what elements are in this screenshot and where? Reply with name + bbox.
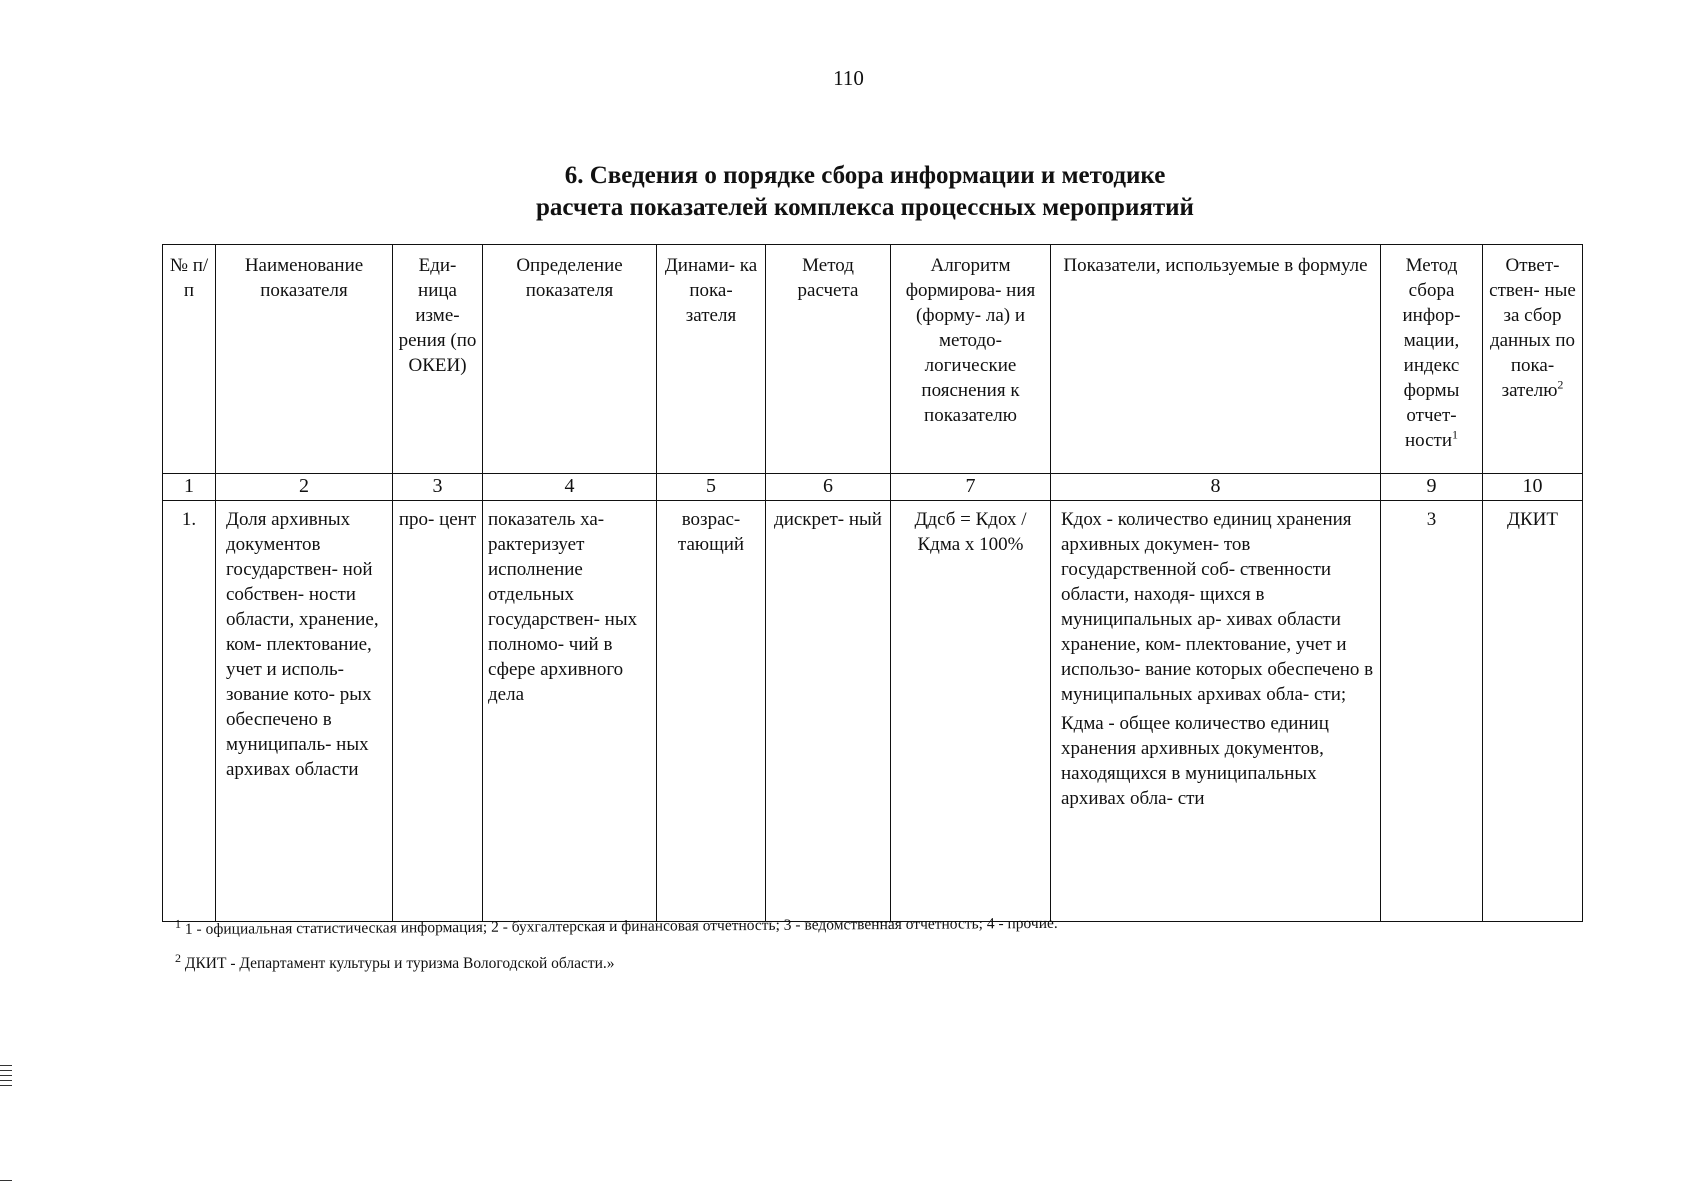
footnote-ref-2: 2 <box>1557 377 1564 392</box>
header-name: Наименование показателя <box>216 245 393 474</box>
column-number: 5 <box>657 474 766 501</box>
table-header-row <box>163 245 1583 474</box>
page-title-line-2: расчета показателей комплекса процессных мероприятий <box>536 194 1194 221</box>
margin-dash <box>0 1180 12 1181</box>
margin-marks <box>0 1065 12 1090</box>
row-definition: показатель ха- рактеризует исполнение отдельных государствен- ных полномо- чий в сфере архивного дела <box>483 501 657 922</box>
header-responsible <box>1483 245 1583 474</box>
indicators-table <box>162 244 1583 922</box>
row-indicators <box>1051 501 1381 922</box>
row-formula: Ддсб = Кдох / Кдма х 100% <box>891 501 1051 922</box>
footnote-2 <box>175 950 1475 974</box>
footnote-2-mark: 2 <box>175 950 181 965</box>
row-dynamics: возрас- тающий <box>657 501 766 922</box>
header-collection-method <box>1381 245 1483 474</box>
footnote-2-text: ДКИТ - Департамент культуры и туризма Вологодской области.» <box>184 955 615 972</box>
footnote-1-text: 1 - официальная статистическая информация; 2 - бухгалтерская и финансовая отчетность; 3 - ведомственная отчетность; 4 - прочие. <box>184 914 1058 938</box>
header-unit: Еди- ница изме- рения (по ОКЕИ) <box>393 245 483 474</box>
header-definition: Определение показателя <box>483 245 657 474</box>
header-indicators: Показатели, используемые в формуле <box>1051 245 1381 474</box>
column-number: 10 <box>1483 474 1583 501</box>
indicator-kdma: Кдма - общее количество единиц хранения архивных документов, находящихся в муниципальных архивах обла- сти <box>1061 713 1329 809</box>
column-number: 1 <box>163 474 216 501</box>
column-number: 4 <box>483 474 657 501</box>
indicator-kdokh: Кдох - количество единиц хранения архивных докумен- тов государственной соб- ственности области, находя- щихся в муниципальных ар- хивах области хранение, ком- плектование, учет и использо- вание которых обеспечено в муниципальных архивах обла- сти; <box>1061 509 1374 705</box>
page-title <box>360 160 1370 224</box>
footnote-1-mark: 1 <box>174 916 182 931</box>
column-number: 9 <box>1381 474 1483 501</box>
row-name: Доля архивных документов государствен- ной собствен- ности области, хранение, ком- плектование, учет и исполь- зование кото- рых обеспечено в муниципаль- ных архивах области <box>216 501 393 922</box>
footnotes <box>174 914 1475 974</box>
row-unit: про- цент <box>393 501 483 922</box>
column-number: 6 <box>766 474 891 501</box>
row-responsible: ДКИТ <box>1483 501 1583 922</box>
header-method: Метод расчета <box>766 245 891 474</box>
header-collection-method-text: Метод сбора инфор- мации, индекс формы отчет- ности <box>1402 255 1461 451</box>
header-num: № п/п <box>163 245 216 474</box>
column-number: 3 <box>393 474 483 501</box>
header-dynamics: Динами- ка пока- зателя <box>657 245 766 474</box>
header-formula: Алгоритм формирова- ния (форму- ла) и методо- логические пояснения к показателю <box>891 245 1051 474</box>
column-number: 7 <box>891 474 1051 501</box>
column-number-row <box>163 474 1583 501</box>
footnote-ref-1: 1 <box>1452 427 1459 442</box>
row-method: дискрет- ный <box>766 501 891 922</box>
page-number: 110 <box>833 66 864 90</box>
table-row <box>163 501 1583 922</box>
page-title-line-1: 6. Сведения о порядке сбора информации и методике <box>564 162 1166 189</box>
column-number: 2 <box>216 474 393 501</box>
row-collection-method: 3 <box>1381 501 1483 922</box>
column-number: 8 <box>1051 474 1381 501</box>
header-responsible-text: Ответ- ствен- ные за сбор данных по пока- зателю <box>1489 255 1576 401</box>
row-num: 1. <box>163 501 216 922</box>
